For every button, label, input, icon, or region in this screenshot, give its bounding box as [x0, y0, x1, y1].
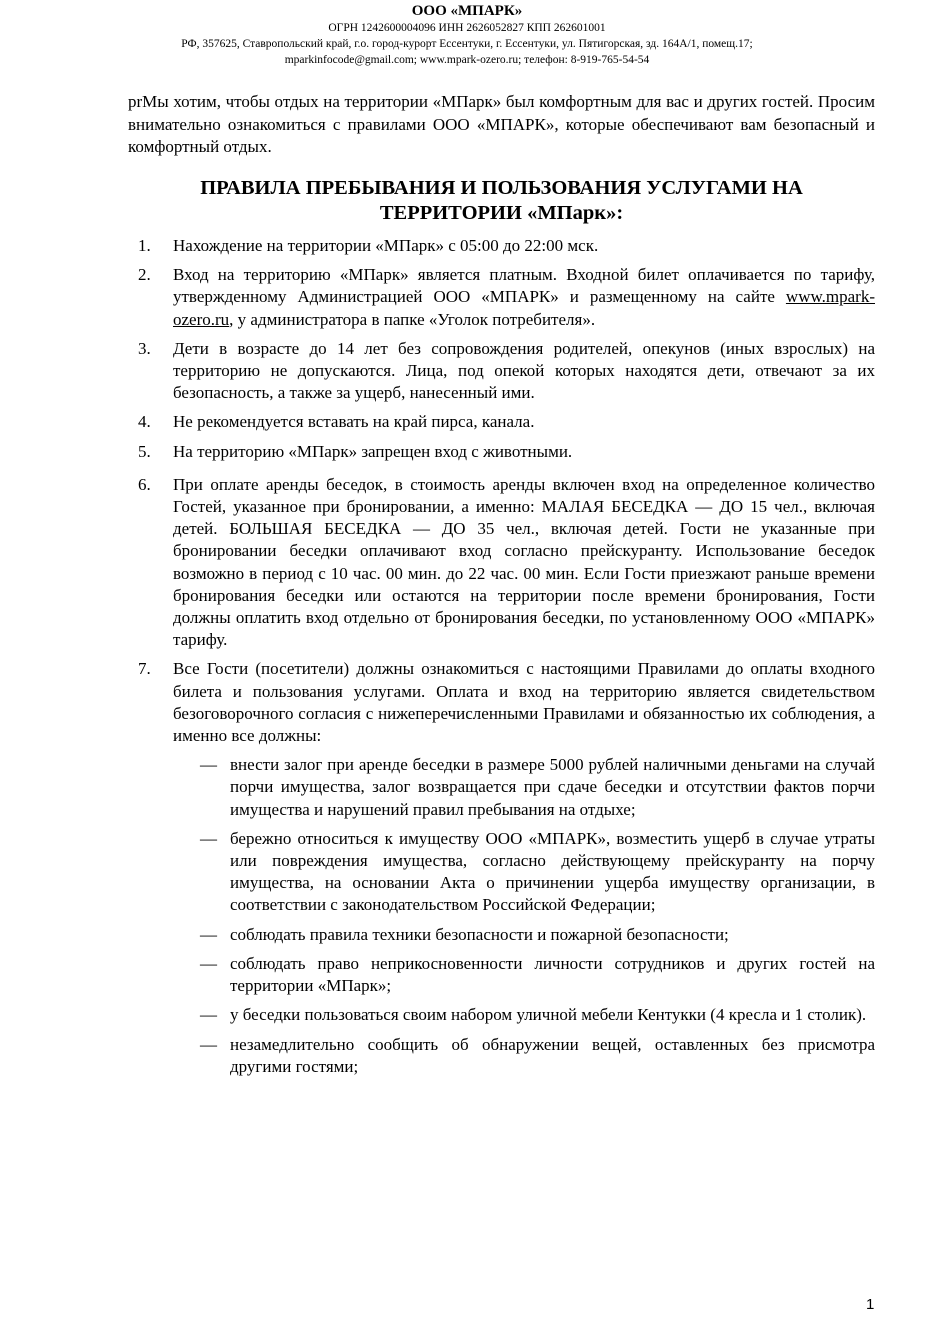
dash-bullet-icon: — — [200, 1005, 217, 1025]
rules-list — [128, 235, 875, 1085]
subrule-item — [128, 754, 875, 821]
subrule-item — [128, 953, 875, 997]
rule-item-2 — [128, 264, 875, 331]
subrule-text: внести залог при аренде беседки в размере 5000 рублей наличными деньгами на случай порчи имущества, залог возвращается при сдаче беседки и отсутствии фактов порчи имущества и нарушений правил пребывания на отдыхе; — [230, 755, 875, 819]
subrule-item — [128, 828, 875, 917]
subrule-item — [128, 924, 875, 946]
rule-number: 3. — [138, 338, 151, 358]
intro-paragraph: prМы хотим, чтобы отдых на территории «МПарк» был комфортным для вас и других гостей. Просим внимательно ознакомиться с правилами ООО «МПАРК», которые обеспечивают вам безопасный и комфортный отдых. — [128, 92, 875, 156]
rule-text: Все Гости (посетители) должны ознакомиться с настоящими Правилами до оплаты входного билета и пользования услугами. Оплата и вход на территорию является свидетельством безоговорочного согласия с нижеперечисленными Правилами и обязанностью их соблюдения, а именно все должны: — [173, 659, 875, 746]
page-number: 1 — [866, 1296, 875, 1313]
rule-text: Вход на территорию «МПарк» является платным. Входной билет оплачивается по тарифу, утвержденному Администрацией ООО «МПАРК» и размещенному на сайте — [173, 265, 875, 307]
rule-item-1 — [128, 235, 875, 257]
rule-item-6 — [128, 474, 875, 652]
org-name: ООО «МПАРК» — [411, 3, 523, 19]
rule-item-4 — [128, 411, 875, 433]
rule-item-3 — [128, 338, 875, 405]
rule-number: 6. — [138, 474, 151, 494]
subrule-text: соблюдать правила техники безопасности и пожарной безопасности; — [230, 924, 729, 944]
registration-line: ОГРН 1242600004096 ИНН 2626052827 КПП 262601001 — [328, 22, 606, 34]
dash-bullet-icon: — — [200, 828, 217, 848]
address-line: РФ, 357625, Ставропольский край, г.о. город-курорт Ессентуки, г. Ессентуки, ул. Пятигорская, зд. 164А/1, помещ.17; — [181, 38, 753, 50]
rule-number: 1. — [138, 236, 151, 255]
dash-bullet-icon: — — [200, 755, 217, 775]
rule-number: 2. — [138, 265, 151, 285]
subrule-text: незамедлительно сообщить об обнаружении вещей, оставленных без присмотра другими гостями; — [230, 1034, 875, 1076]
document-header — [0, 2, 934, 68]
contacts-line: mparkinfocode@gmail.com; www.mpark-ozero.ru; телефон: 8-919-765-54-54 — [284, 54, 650, 66]
rule-text: Дети в возрасте до 14 лет без сопровождения родителей, опекунов (иных взрослых) на территорию не допускаются. Лица, под опекой которых находятся дети, отвечают за их безопасность, а также за ущерб, нанесенный ими. — [173, 338, 875, 403]
rule-item-5 — [128, 441, 875, 463]
rule-text-continued: , у администратора в папке «Уголок потребителя». — [229, 309, 596, 329]
rule-text: Нахождение на территории «МПарк» с 05:00 до 22:00 мск. — [173, 236, 599, 255]
rule-number: 7. — [138, 659, 151, 679]
subrule-item — [128, 1004, 875, 1026]
rule-text: При оплате аренды беседок, в стоимость аренды включен вход на определенное количество Гостей, указанное при бронировании, а именно: МАЛАЯ БЕСЕДКА — ДО 15 чел., включая детей. БОЛЬШАЯ БЕСЕДКА — ДО 35 чел., включая детей. Гости не указанные при бронировании беседки оплачивают вход согласно прейскуранту. Использование беседок возможно в период с 10 час. 00 мин. до 22 час. 00 мин. Если Гости приезжают раньше времени бронирования беседки или остаются на территории после времени бронирования, Гости должны оплатить вход отдельно от бронирования беседки, по установленному ООО «МПАРК» тарифу. — [173, 474, 875, 650]
dash-bullet-icon: — — [200, 1034, 217, 1054]
rule-text: Не рекомендуется вставать на край пирса, канала. — [173, 412, 535, 432]
rules-title: ПРАВИЛА ПРЕБЫВАНИЯ И ПОЛЬЗОВАНИЯ УСЛУГАМИ НА ТЕРРИТОРИИ «МПарк»: — [200, 177, 803, 224]
dash-bullet-icon: — — [200, 924, 217, 944]
rule-item-7 — [128, 658, 875, 747]
subrule-text: у беседки пользоваться своим набором уличной мебели Кентукки (4 кресла и 1 столик). — [230, 1005, 867, 1025]
dash-bullet-icon: — — [200, 953, 217, 973]
subrule-text: соблюдать право неприкосновенности личности сотрудников и других гостей на территории «МПарк»; — [230, 953, 875, 996]
rule-number: 5. — [138, 441, 151, 461]
rule-text: На территорию «МПарк» запрещен вход с животными. — [173, 441, 573, 461]
subrule-text: бережно относиться к имуществу ООО «МПАРК», возместить ущерб в случае утраты или повреждения имущества, согласно действующему прейскуранту на порчу имущества, на основании Акта о причинении ущерба имуществу организации, в соответствии с законодательством Российской Федерации; — [230, 828, 875, 915]
rule-number: 4. — [138, 412, 151, 432]
website-link[interactable]: www.mpark-ozero.ru — [173, 287, 875, 329]
subrule-item — [128, 1034, 875, 1078]
